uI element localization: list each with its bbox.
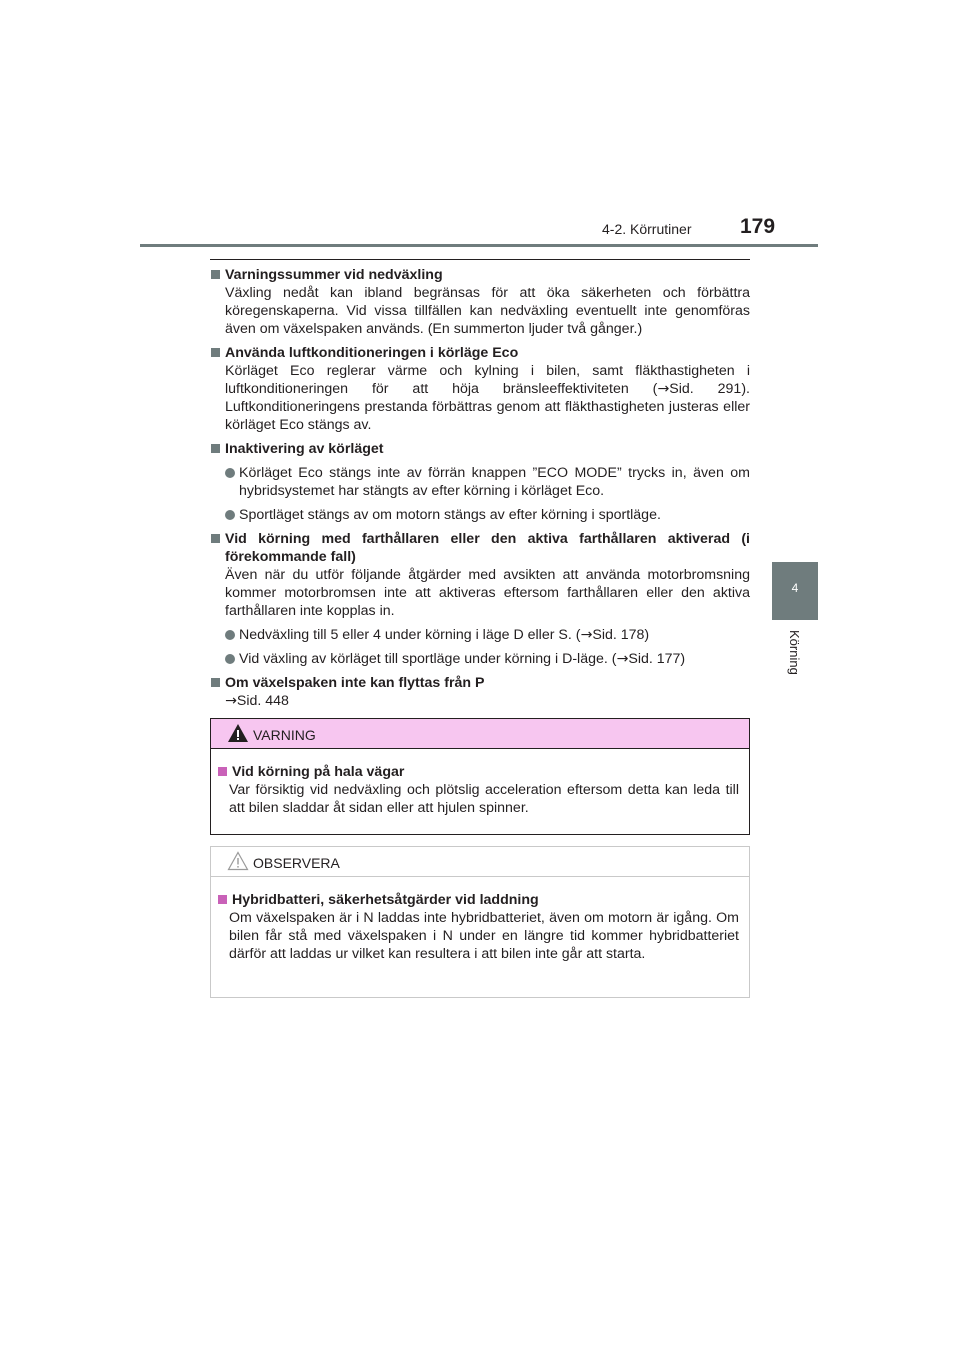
square-icon [211,534,220,543]
warning-item-title: Vid körning på hala vägar [232,764,405,780]
section-text: Även när du utför följande åtgärder med avsikten att använda motorbromsning kommer motorbromsen inte att aktiveras eftersom farthållaren eller den aktiva farthållaren inte kopplas in. [225,567,750,619]
section-text: Växling nedåt kan ibland begränsas för att öka säkerheten och förbättra köregenskaperna. Vid vissa tillfällen kan nedväxling eventuellt inte genomföras även om växelspaken används. (En summerton ljuder två gånger.) [225,285,750,337]
section-title: Vid körning med farthållaren eller den aktiva farthållaren aktiverad (i förekommande fall) [225,531,750,565]
caution-outline-icon [227,851,249,871]
dot-icon [225,630,235,640]
warning-title: VARNING [253,727,316,743]
warning-body [211,749,749,817]
section-text [210,362,750,434]
list-item [210,626,750,644]
section-title: Använda luftkonditioneringen i körläge Eco [225,345,519,361]
bullet-text: Körläget Eco stängs inte av förrän knappen ”ECO MODE” trycks in, även om hybridsystemet har stängts av efter körning i körläget Eco. [239,465,750,499]
chapter-header: 4-2. Körrutiner [602,221,692,237]
dot-icon [225,510,235,520]
text-part: Nedväxling till 5 eller 4 under körning i läge D eller S. ( [239,627,581,643]
square-icon [211,444,220,453]
square-icon [218,895,227,904]
page-ref-link: Sid. 177) [628,651,686,667]
notice-body [211,877,749,963]
arrow-icon: → [657,381,670,397]
warning-box [210,718,750,835]
chapter-tab [772,562,818,620]
list-item [210,650,750,668]
notice-header [211,847,749,877]
section-deactivate-mode [210,440,750,524]
notice-title: OBSERVERA [253,855,340,871]
bullet-text [239,650,750,668]
notice-item-title: Hybridbatteri, säkerhetsåtgärder vid laddning [232,892,539,908]
page-ref-link: Sid. 178) [592,627,650,643]
main-content [210,266,750,716]
bullet-text [239,626,750,644]
section-title: Inaktivering av körläget [225,441,384,457]
chapter-tab-label-wrap [782,630,802,690]
header-divider [140,244,818,247]
text-part: Vid växling av körläget till sportläge under körning i D-läge. ( [239,651,617,667]
section-title: Om växelspaken inte kan flyttas från P [225,675,485,691]
warning-item-text: Var försiktig vid nedväxling och plötslig acceleration eftersom detta kan leda till att bilen sladdar åt sidan eller att hjulen spinner. [229,782,739,816]
arrow-icon: → [616,651,629,667]
page-ref-link: Sid. 448 [236,693,289,709]
warning-header [211,719,749,749]
square-icon [211,348,220,357]
square-icon [211,270,220,279]
content-divider [210,259,750,260]
bullet-text: Sportläget stängs av om motorn stängs av efter körning i sportläge. [239,507,661,523]
arrow-icon: → [225,693,237,709]
chapter-tab-label: Körning [787,630,802,675]
list-item [210,506,750,524]
arrow-icon: → [580,627,593,643]
section-downshift-buzzer [210,266,750,338]
warning-triangle-icon [227,723,249,743]
square-icon [211,678,220,687]
notice-box [210,846,750,998]
list-item [210,464,750,500]
page-number: 179 [740,215,776,238]
section-cruise-control [210,530,750,668]
section-text [210,692,750,710]
text-part: Körläget Eco reglerar värme och kylning i bilen, samt fläkthastigheten i luftkonditioneringen för att höja bränsleeffektiviteten ( [225,363,750,397]
notice-item-text: Om växelspaken är i N laddas inte hybridbatteriet, även om motorn är igång. Om bilen får stå med växelspaken i N under en längre tid kommer hybridbatteriet därför att laddas ur vilket kan resultera i att bilen inte går att starta. [229,910,739,962]
section-shift-lever-p [210,674,750,710]
dot-icon [225,468,235,478]
page-ref-link: Sid. 291). Luftkonditioneringens prestanda förbättras genom att fläkthastigheten justeras eller körläget Eco stängs av. [225,381,750,433]
square-icon [218,767,227,776]
section-title: Varningssummer vid nedväxling [225,267,443,283]
section-eco-ac [210,344,750,434]
chapter-tab-number: 4 [791,581,799,595]
dot-icon [225,654,235,664]
